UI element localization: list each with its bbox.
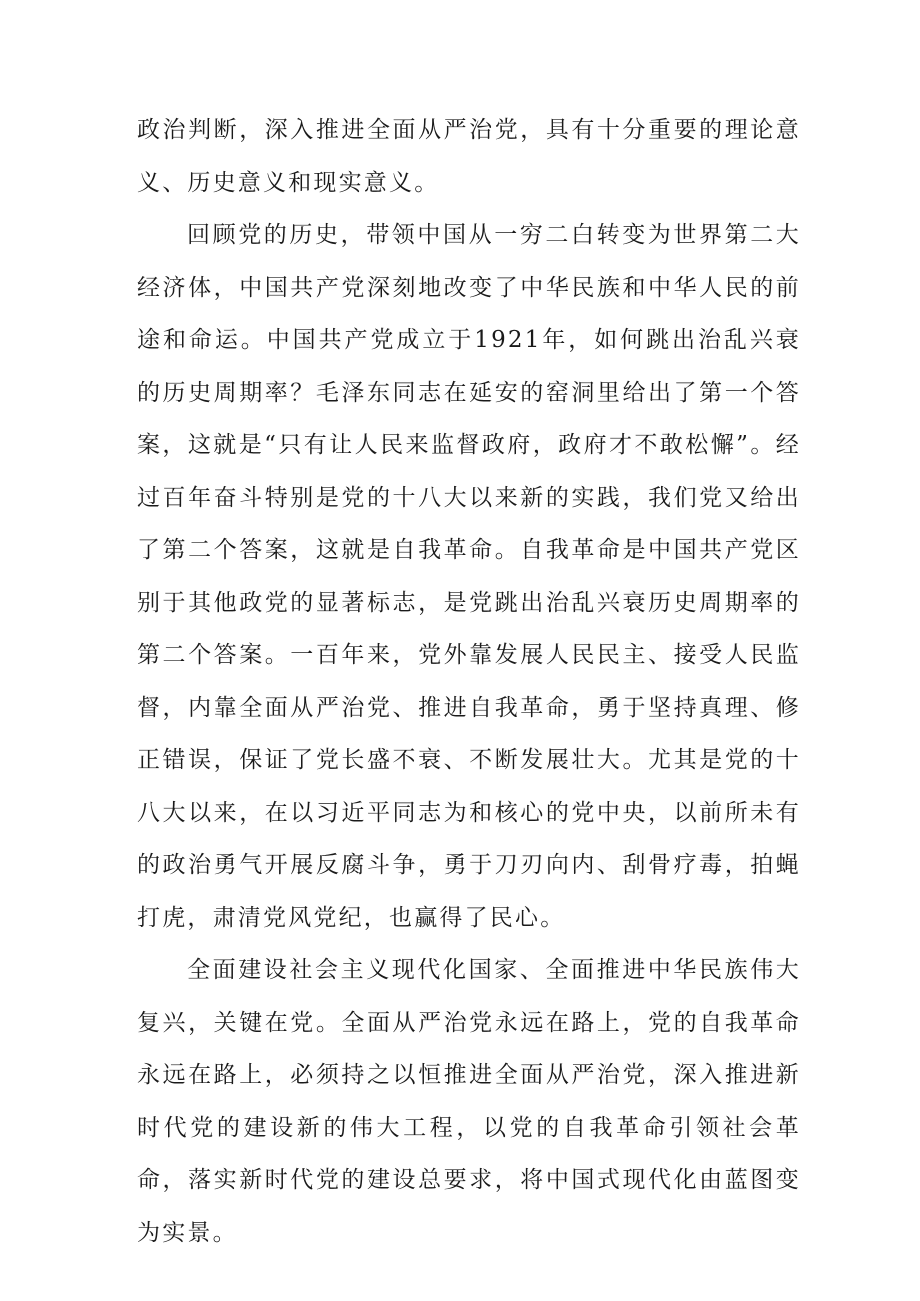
paragraph-continuation: 政治判断，深入推进全面从严治党，具有十分重要的理论意义、历史意义和现实意义。 [137,117,801,196]
paragraph-modernization: 全面建设社会主义现代化国家、全面推进中华民族伟大复兴，关键在党。全面从严治党永远在路上，党的自我革命永远在路上，必须持之以恒推进全面从严治党，深入推进新时代党的建设新的伟大工程，以党的自我革命引领社会革命，落实新时代党的建设总要求，将中国式现代化由蓝图变为实景。 [137,957,801,1246]
paragraph-party-history: 回顾党的历史，带领中国从一穷二白转变为世界第二大经济体，中国共产党深刻地改变了中华民族和中华人民的前途和命运。中国共产党成立于1921年，如何跳出治乱兴衰的历史周期率？毛泽东同志在延安的窑洞里给出了第一个答案，这就是“只有让人民来监督政府，政府才不敢松懈”。经过百年奋斗特别是党的十八大以来新的实践，我们党又给出了第二个答案，这就是自我革命。自我革命是中国共产党区别于其他政党的显著标志，是党跳出治乱兴衰历史周期率的第二个答案。一百年来，党外靠发展人民民主、接受人民监督，内靠全面从严治党、推进自我革命，勇于坚持真理、修正错误，保证了党长盛不衰、不断发展壮大。尤其是党的十八大以来，在以习近平同志为和核心的党中央，以前所未有的政治勇气开展反腐斗争，勇于刀刃向内、刮骨疗毒，拍蝇打虎，肃清党风党纪，也赢得了民心。 [137,222,801,931]
document-body [137,104,801,1259]
